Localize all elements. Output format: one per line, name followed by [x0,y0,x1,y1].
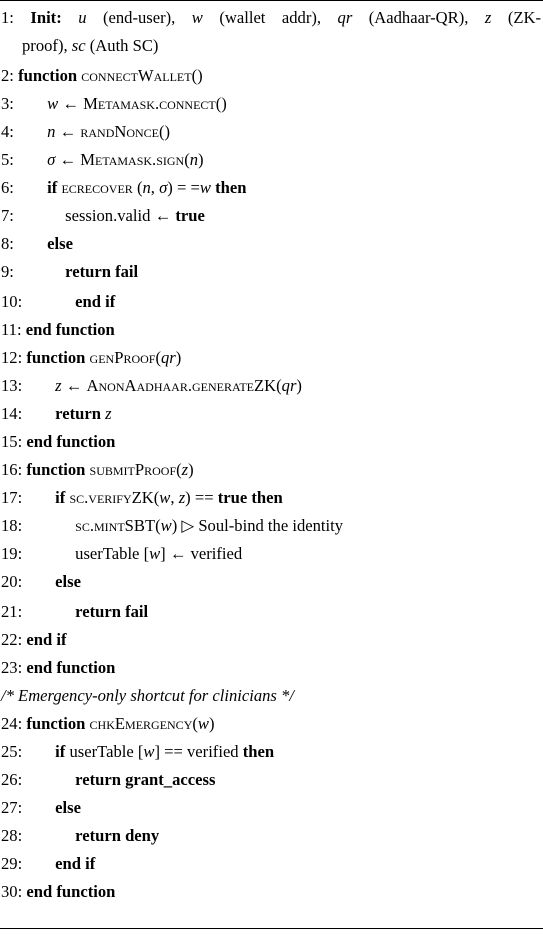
keyword: then [215,178,247,197]
assign-arrow: ← [59,150,77,169]
algo-line-13: 13: z ← AnonAadhaar.generateZK(qr) [1,376,302,395]
operator: ) == [185,488,214,507]
keyword: end if [26,630,67,649]
object-name: Metamask [80,150,153,169]
variable: n [47,122,56,141]
comma: , [170,488,175,507]
algo-line-12 [1,348,541,368]
bottom-rule [0,928,543,929]
paren: ) [188,460,194,479]
algo-line-14 [1,404,541,424]
line-number: 22: [1,630,23,649]
object-name: Metamask [83,94,155,113]
paren: ) [171,516,178,535]
variable: z [105,404,112,423]
algo-line-23 [1,658,541,678]
variable: qr [160,348,176,367]
paren: ) [198,150,204,169]
algo-line-4 [1,122,541,142]
keyword: return fail [65,262,139,281]
keyword: end function [26,882,116,901]
method-suffix: ZK( [254,376,282,395]
function-name: connectWallet [81,66,192,85]
line-number: 13: [1,376,23,395]
line-number: 8: [1,234,14,253]
variable: σ [47,150,56,169]
line-number: 25: [1,742,23,761]
line-number: 27: [1,798,23,817]
args: () [159,122,171,141]
line-number: 29: [1,854,23,873]
keyword: function [18,66,78,85]
algo-line-18: 18: sc.mintSBT(w) ▷ Soul-bind the identity [1,516,344,535]
init-desc: (Aadhaar-QR), [368,8,469,27]
variable: w [197,714,209,733]
algo-line-6 [1,178,541,198]
method-name: sign [156,150,185,169]
function-name: submitProof [89,460,177,479]
algo-line-16 [1,460,541,480]
init-desc: (Auth SC) [89,36,159,55]
keyword: function [26,348,86,367]
line-number: 14: [1,404,23,423]
line-number: 12: [1,348,23,367]
statement: userTable [ [69,742,144,761]
algo-line-19 [1,544,541,564]
line-number: 11: [1,320,22,339]
variable: w [159,488,171,507]
line-number: 10: [1,292,23,311]
assign-arrow: ← [65,376,83,395]
function-name: ecrecover [61,178,133,197]
keyword: then [251,488,283,507]
line-number: 28: [1,826,23,845]
statement: userTable [ [75,544,150,563]
statement: ] == verified [154,742,239,761]
init-desc: (end-user), [102,8,176,27]
paren: ) [175,348,182,367]
line-number: 24: [1,714,23,733]
algo-line-20 [1,572,541,592]
variable: w [143,742,155,761]
object-name: sc [75,516,90,535]
keyword: if [55,742,66,761]
algo-line-9 [1,262,541,282]
line-number: 23: [1,658,23,677]
method-name: verify [88,488,132,507]
algo-line-30 [1,882,541,902]
init-desc: (ZK- [507,8,541,27]
line-number: 6: [1,178,14,197]
line-number: 30: [1,882,23,901]
algo-line-15 [1,432,541,452]
statement: ] ← verified [160,544,243,563]
algo-line-1-cont [22,36,541,56]
algo-line-26 [1,770,541,790]
line-number: 4: [1,122,14,141]
variable: w [149,544,161,563]
keyword: true [217,488,248,507]
object-name: AnonAadhaar [86,376,188,395]
method-name: generate [192,376,254,395]
algo-line-28 [1,826,541,846]
method-name: connect [159,94,216,113]
keyword: return [55,404,101,423]
algo-line-25 [1,742,541,762]
function-name: genProof [89,348,156,367]
algo-line-7 [1,206,541,226]
keyword: return deny [75,826,160,845]
variable: n [142,178,151,197]
algo-line-3: 3: w ← Metamask.connect() [1,94,227,113]
args: () [215,94,227,113]
line-number: 18: [1,516,23,535]
keyword: if [47,178,58,197]
line-number: 15: [1,432,23,451]
variable: w [47,94,59,113]
variable: z [181,460,189,479]
paren: ) [208,714,215,733]
init-desc: (wallet addr), [219,8,322,27]
line-number: 16: [1,460,23,479]
inline-comment: Soul-bind the identity [198,516,344,535]
init-symbol: qr [337,8,353,27]
method-suffix: SBT( [124,516,161,535]
paren: ( [136,178,143,197]
keyword: end function [26,432,116,451]
line-number: 21: [1,602,23,621]
algo-line-21 [1,602,541,622]
function-name: chkEmergency [89,714,193,733]
line-number: 20: [1,572,23,591]
line-number: 9: [1,262,14,281]
algo-line-10 [1,292,541,312]
algo-line-24 [1,714,541,734]
algo-line-27 [1,798,541,818]
keyword: end if [55,854,96,873]
algo-line-11 [1,320,541,340]
statement: session.valid ← [65,206,172,225]
paren: ( [176,460,182,479]
keyword: end function [25,320,115,339]
paren: ( [184,150,190,169]
variable: σ [159,178,168,197]
init-symbol: sc [71,36,86,55]
assign-arrow: ← [59,122,77,141]
init-symbol: u [78,8,87,27]
line-number: 7: [1,206,14,225]
paren: ( [155,348,161,367]
assign-arrow: ← [62,94,79,113]
line-number: 17: [1,488,23,507]
top-rule [0,0,543,1]
method-name: mint [94,516,125,535]
args: () [191,66,203,85]
block-comment: /* Emergency-only shortcut for clinicians */ [1,686,294,705]
keyword: if [55,488,66,507]
algo-line-17: 17: if sc.verifyZK(w, z) == true then [1,488,283,507]
keyword: function [26,460,86,479]
keyword: else [47,234,73,253]
algo-line-1 [1,8,541,28]
keyword: return grant_access [75,770,216,789]
operator: = = [176,178,200,197]
algo-line-2 [1,66,541,86]
comment-triangle-icon: ▷ [181,516,195,535]
line-number: 19: [1,544,23,563]
keyword: else [55,798,81,817]
keyword: else [55,572,81,591]
algo-line-22 [1,630,541,650]
init-symbol: w [191,8,203,27]
line-number: 1: [1,8,14,27]
keyword: return fail [75,602,149,621]
variable: n [189,150,199,169]
variable: z [178,488,186,507]
object-name: sc [69,488,85,507]
paren: ) [167,178,173,197]
paren: ( [192,714,198,733]
line-number: 26: [1,770,23,789]
algo-line-5: 5: σ ← Metamask.sign(n) [1,150,204,169]
line-number: 3: [1,94,14,113]
keyword: function [26,714,86,733]
init-keyword: Init: [30,8,62,27]
variable: w [160,516,172,535]
variable: w [199,178,211,197]
method-suffix: ZK( [131,488,160,507]
init-desc: proof), [22,36,68,55]
keyword: then [242,742,275,761]
function-name: randNonce [80,122,160,141]
comma: , [150,178,155,197]
variable: z [55,376,62,395]
keyword: end function [26,658,116,677]
keyword: end if [75,292,116,311]
line-number: 2: [1,66,14,85]
line-number: 5: [1,150,14,169]
init-symbol: z [484,8,492,27]
paren: ) [296,376,302,395]
algo-line-29 [1,854,541,874]
variable: qr [281,376,297,395]
keyword: true [175,206,205,225]
algo-line-8 [1,234,541,254]
